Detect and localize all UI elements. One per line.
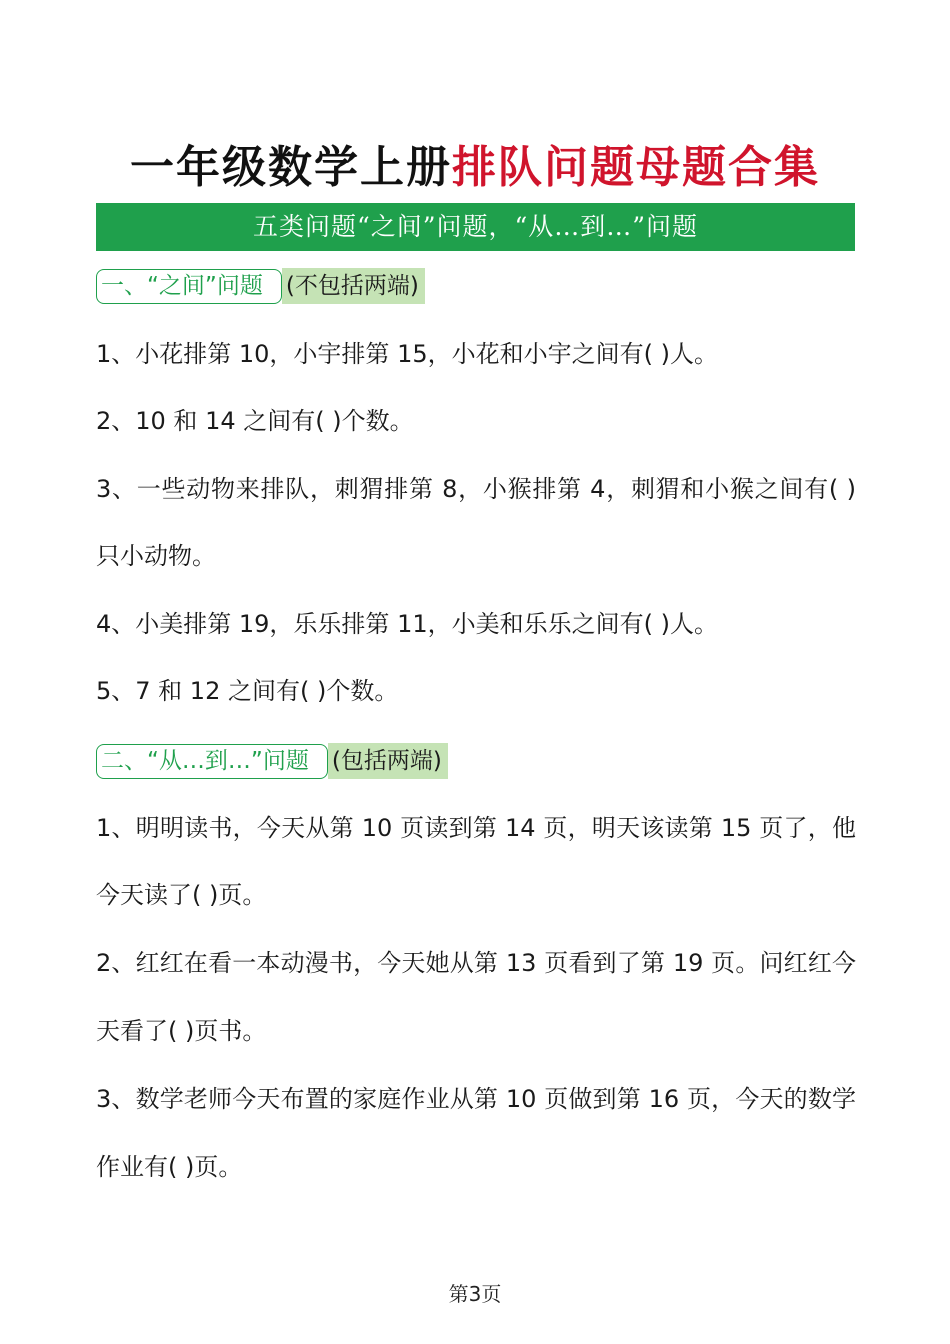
- question-item: 1、小花排第 10，小宇排第 15，小花和小宇之间有( )人。: [96, 340, 718, 368]
- section-title: 二、“从…到…”问题: [96, 744, 328, 779]
- section-heading-from-to: [96, 743, 448, 779]
- question-item: 2、红红在看一本动漫书，今天她从第 13 页看到了第 19 页。问红红今: [96, 949, 856, 977]
- question-continuation: 天看了( )页书。: [96, 1017, 267, 1045]
- section-note: (不包括两端): [282, 268, 425, 304]
- title-part-red: 排队问题母题合集: [452, 142, 820, 193]
- section-heading-between: [96, 268, 425, 304]
- section-note: (包括两端): [328, 743, 448, 779]
- question-continuation: 只小动物。: [96, 542, 216, 570]
- question-item: 5、7 和 12 之间有( )个数。: [96, 677, 399, 705]
- page-title: [0, 138, 950, 198]
- section-title: 一、“之间”问题: [96, 269, 282, 304]
- category-banner: 五类问题“之间”问题，“从…到…”问题: [96, 203, 855, 251]
- question-item: 3、数学老师今天布置的家庭作业从第 10 页做到第 16 页，今天的数学: [96, 1085, 856, 1113]
- question-item: 4、小美排第 19，乐乐排第 11，小美和乐乐之间有( )人。: [96, 610, 718, 638]
- question-item: 3、一些动物来排队，刺猬排第 8，小猴排第 4，刺猬和小猴之间有( ): [96, 475, 856, 503]
- question-item: 1、明明读书，今天从第 10 页读到第 14 页，明天该读第 15 页了，他: [96, 814, 856, 842]
- question-item: 2、10 和 14 之间有( )个数。: [96, 407, 414, 435]
- page-number: 第3页: [448, 1282, 502, 1306]
- question-continuation: 作业有( )页。: [96, 1153, 243, 1181]
- question-continuation: 今天读了( )页。: [96, 881, 267, 909]
- title-part-black: 一年级数学上册: [130, 142, 452, 193]
